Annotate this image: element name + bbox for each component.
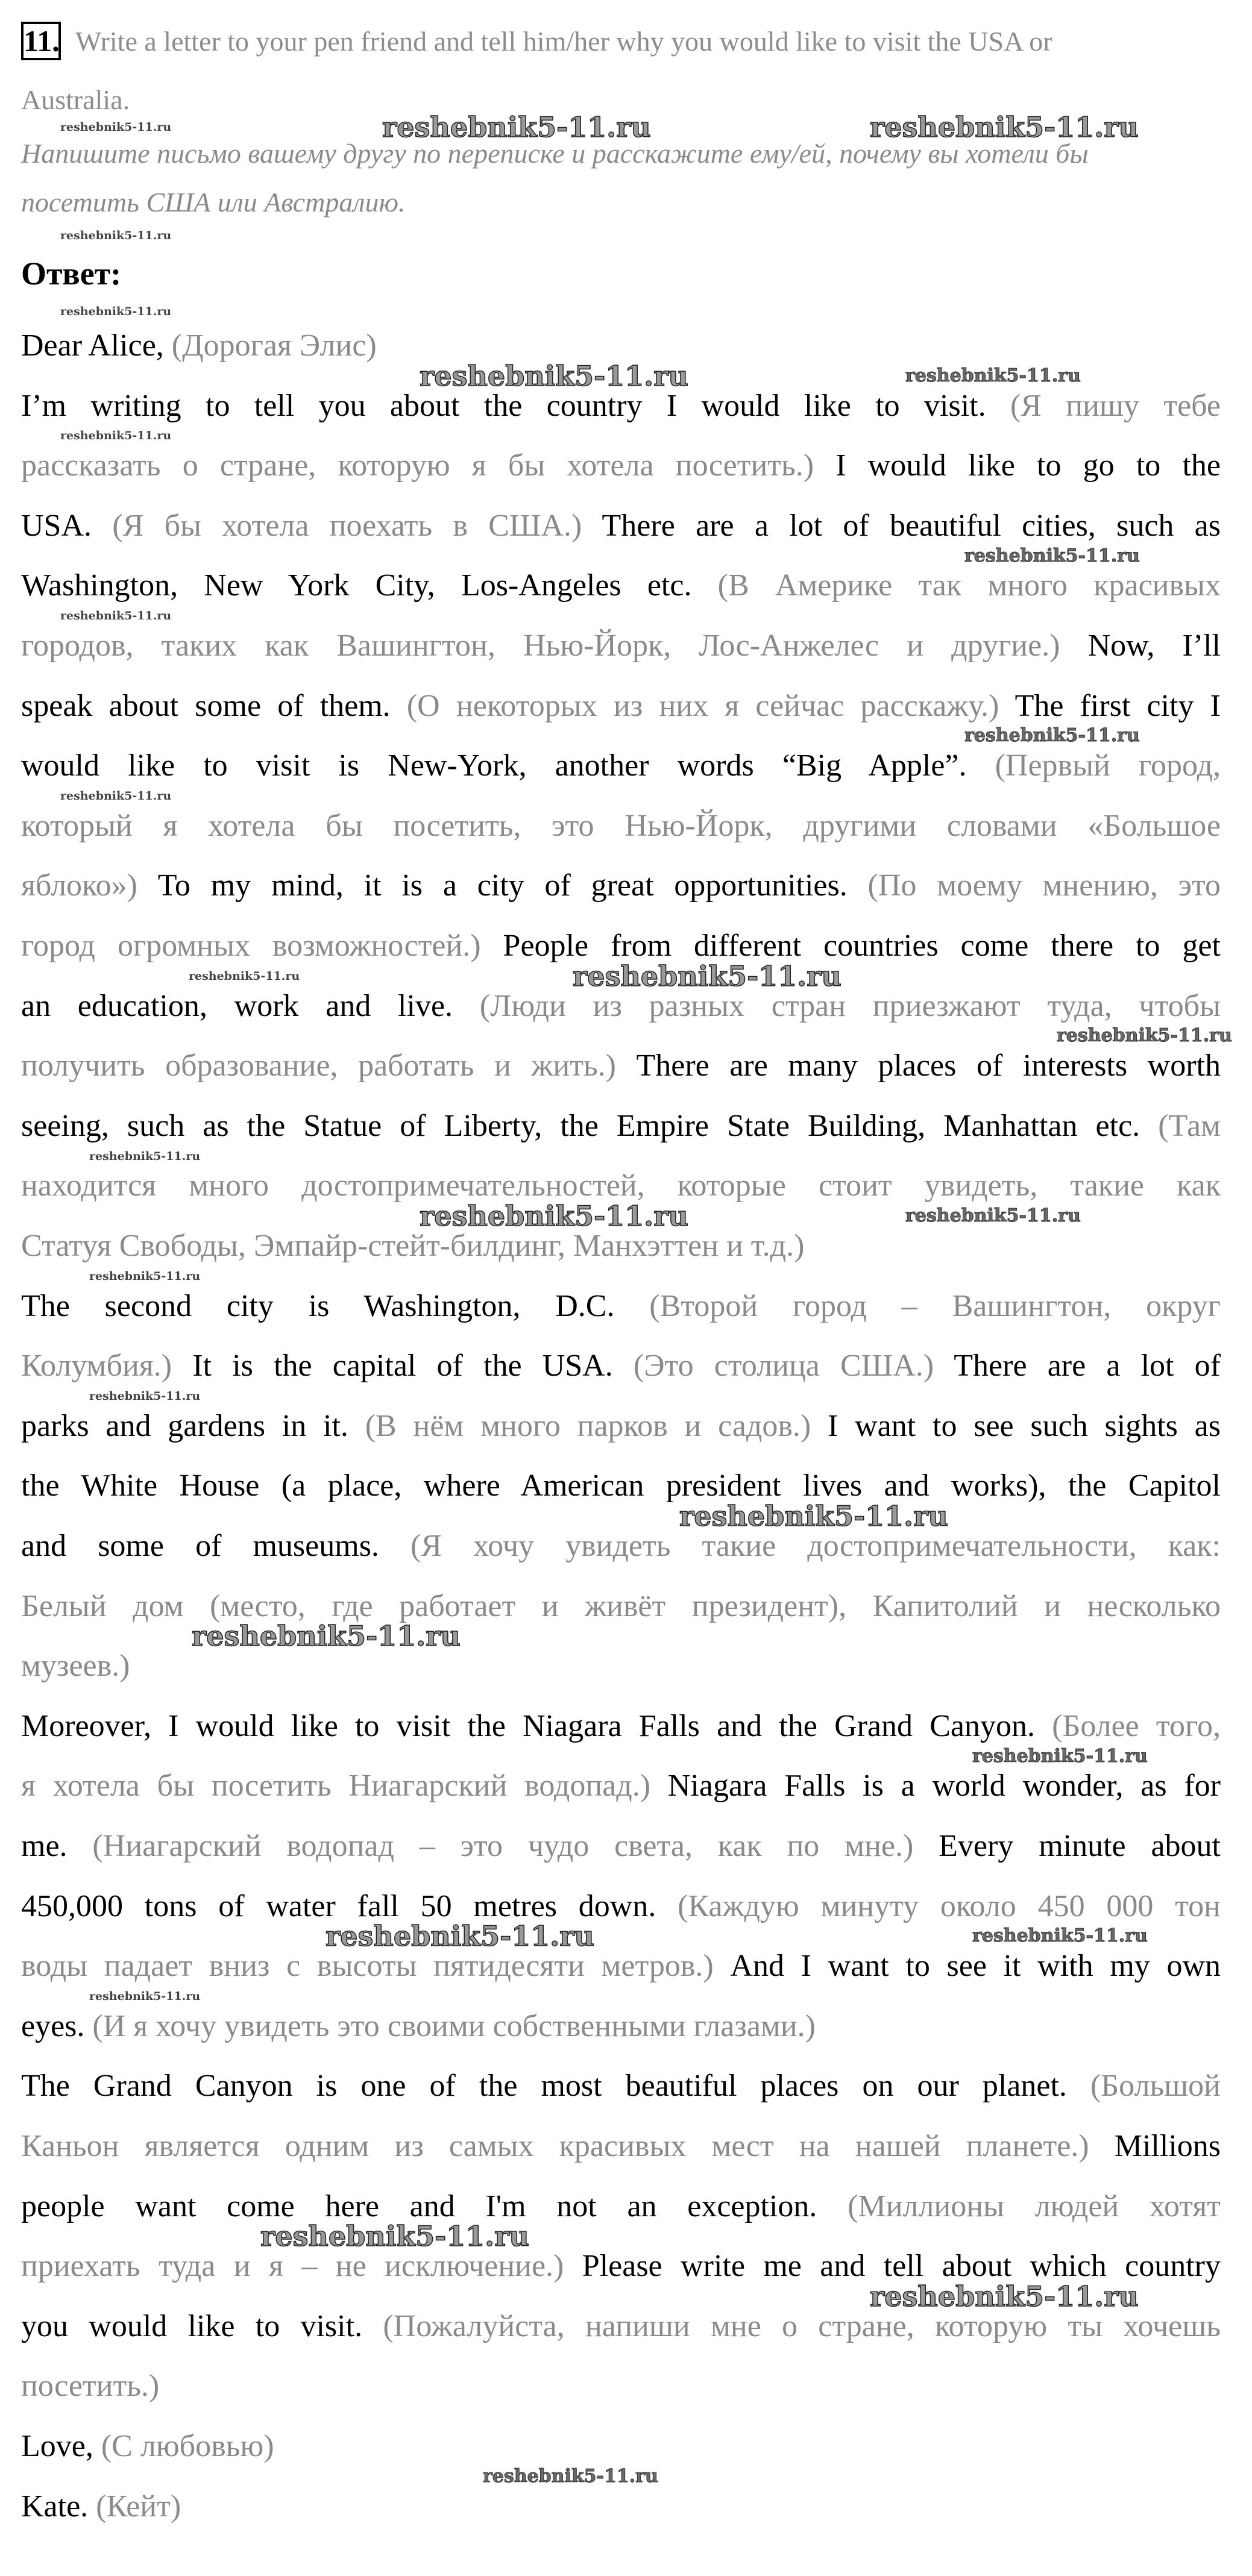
russian-translation: находится много достопримечательностей, которые стоит увидеть, такие как bbox=[21, 1168, 1221, 1203]
english-text: Dear Alice, bbox=[21, 328, 172, 363]
letter-line bbox=[21, 930, 1221, 962]
letter-line bbox=[21, 1888, 1221, 1923]
english-text: To my mind, it is a city of great opportunities. bbox=[157, 868, 868, 903]
english-text: the White House (a place, where American president lives and works), the Capitol bbox=[21, 1468, 1221, 1503]
english-text: speak about some of them. bbox=[21, 688, 407, 723]
russian-translation: (Первый город, bbox=[995, 748, 1221, 783]
letter-line bbox=[21, 2251, 1221, 2282]
task-prompt-ru-cont: посетить США или Австралию. bbox=[21, 187, 406, 218]
english-text: eyes. bbox=[21, 2008, 93, 2043]
english-text: and some of museums. bbox=[21, 1529, 411, 1563]
letter-line bbox=[21, 988, 1221, 1023]
russian-translation: яблоко») bbox=[21, 868, 158, 903]
watermark: reshebnik5-11.ru bbox=[189, 969, 300, 983]
russian-translation: Колумбия.) bbox=[21, 1349, 193, 1384]
russian-translation: (Дорогая Элис) bbox=[171, 328, 377, 363]
letter-line bbox=[21, 450, 1221, 481]
english-text: me. bbox=[21, 1829, 93, 1863]
letter-line bbox=[21, 390, 1221, 422]
english-text: I want to see such sights as bbox=[828, 1408, 1221, 1443]
english-text: 450,000 tons of water fall 50 metres down. bbox=[21, 1888, 678, 1923]
letter-line bbox=[21, 1170, 1221, 1202]
english-text: The Grand Canyon is one of the most beautiful places on our planet. bbox=[21, 2069, 1090, 2104]
watermark: reshebnik5-11.ru bbox=[89, 1990, 201, 2003]
watermark: reshebnik5-11.ru bbox=[382, 110, 651, 143]
watermark: reshebnik5-11.ru bbox=[679, 1500, 948, 1533]
russian-translation: (Там bbox=[1158, 1108, 1221, 1143]
english-text: There are a lot of bbox=[954, 1349, 1221, 1384]
russian-translation: (Миллионы людей хотят bbox=[848, 2189, 1221, 2223]
letter-line bbox=[21, 1650, 1221, 1682]
answer-label: Ответ: bbox=[21, 255, 122, 292]
watermark: reshebnik5-11.ru bbox=[89, 1269, 201, 1283]
letter-line bbox=[21, 1350, 1221, 1382]
english-text: Niagara Falls is a world wonder, as for bbox=[667, 1769, 1221, 1804]
letter-line bbox=[21, 1531, 1221, 1562]
watermark: reshebnik5-11.ru bbox=[60, 120, 172, 134]
watermark: reshebnik5-11.ru bbox=[483, 2465, 658, 2487]
russian-translation: Каньон является одним из самых красивых мест на нашей планете.) bbox=[21, 2129, 1115, 2163]
letter-line bbox=[21, 2491, 1221, 2522]
russian-translation: музеев.) bbox=[21, 1649, 130, 1684]
letter-line bbox=[21, 2371, 1221, 2402]
english-text: people want come here and I'm not an exception. bbox=[21, 2189, 848, 2223]
letter-line bbox=[21, 1470, 1221, 1502]
russian-translation: (В нём много парков и садов.) bbox=[365, 1408, 828, 1443]
letter-line bbox=[21, 2308, 1221, 2343]
english-text: There are many places of interests worth bbox=[636, 1048, 1221, 1083]
task-prompt-ru: Напишите письмо вашему другу по переписке и расскажите ему/ей, почему вы хотели бы bbox=[21, 138, 1089, 169]
task-prompt-en-cont: Australia. bbox=[21, 84, 130, 115]
watermark: reshebnik5-11.ru bbox=[60, 789, 172, 803]
letter-line bbox=[21, 1050, 1221, 1082]
russian-translation: (Я пишу тебе bbox=[1010, 388, 1221, 423]
english-text: Millions bbox=[1114, 2129, 1221, 2163]
letter-line bbox=[21, 1831, 1221, 1862]
russian-translation: (Люди из разных стран приезжают туда, чтобы bbox=[479, 988, 1221, 1023]
english-text: Washington, New York City, Los-Angeles etc. bbox=[21, 568, 718, 603]
letter-line bbox=[21, 2070, 1221, 2102]
russian-translation: приехать туда и я – не исключение.) bbox=[21, 2249, 582, 2284]
russian-translation: (Я хочу увидеть такие достопримечательности, как: bbox=[411, 1529, 1221, 1563]
russian-translation: (Каждую минуту около 450 000 тон bbox=[678, 1888, 1221, 1923]
letter-line bbox=[21, 2008, 1221, 2043]
watermark: reshebnik5-11.ru bbox=[972, 1925, 1148, 1947]
russian-translation: (О некоторых из них я сейчас расскажу.) bbox=[406, 688, 1015, 723]
watermark: reshebnik5-11.ru bbox=[964, 725, 1140, 747]
russian-translation: который я хотела бы посетить, это Нью-Йорк, другими словами «Большое bbox=[21, 808, 1221, 843]
russian-translation: (И я хочу увидеть это своими собственными глазами.) bbox=[92, 2008, 816, 2043]
watermark: reshebnik5-11.ru bbox=[420, 359, 688, 392]
letter-line bbox=[21, 1951, 1221, 1982]
watermark: reshebnik5-11.ru bbox=[192, 1620, 461, 1653]
english-text: I would like to go to the bbox=[835, 448, 1221, 483]
watermark: reshebnik5-11.ru bbox=[870, 110, 1139, 143]
russian-translation: (Пожалуйста, напиши мне о стране, которую ты хочешь bbox=[383, 2308, 1221, 2343]
english-text: People from different countries come there to get bbox=[503, 929, 1221, 963]
watermark: reshebnik5-11.ru bbox=[60, 229, 172, 242]
letter-line bbox=[21, 1230, 1221, 1262]
letter-line bbox=[21, 810, 1221, 842]
letter-line bbox=[21, 1288, 1221, 1323]
letter-line bbox=[21, 2191, 1221, 2222]
letter-line bbox=[21, 688, 1221, 723]
russian-translation: (Более того, bbox=[1052, 1708, 1221, 1743]
english-text: It is the capital of the USA. bbox=[192, 1349, 634, 1384]
english-text: The first city I bbox=[1014, 688, 1221, 723]
watermark: reshebnik5-11.ru bbox=[870, 2280, 1139, 2313]
task-prompt-en: Write a letter to your pen friend and tell him/her why you would like to visit the USA or bbox=[75, 26, 1052, 57]
russian-translation: город огромных возможностей.) bbox=[21, 929, 503, 963]
watermark: reshebnik5-11.ru bbox=[905, 1205, 1081, 1227]
russian-translation: (Это столица США.) bbox=[633, 1349, 954, 1384]
russian-translation: посетить.) bbox=[21, 2369, 160, 2404]
watermark: reshebnik5-11.ru bbox=[60, 609, 172, 623]
english-text: you would like to visit. bbox=[21, 2308, 383, 2343]
letter-line bbox=[21, 1770, 1221, 1802]
letter-line bbox=[21, 1408, 1221, 1443]
russian-translation: (С любовью) bbox=[101, 2429, 274, 2463]
english-text: Now, I’ll bbox=[1087, 628, 1221, 663]
task-number: 11. bbox=[21, 22, 61, 60]
english-text: Love, bbox=[21, 2429, 101, 2463]
russian-translation: (Ниагарский водопад – это чудо света, как по мне.) bbox=[92, 1829, 939, 1863]
english-text: would like to visit is New-York, another words “Big Apple”. bbox=[21, 748, 995, 783]
russian-translation: Белый дом (место, где работает и живёт президент), Капитолий и несколько bbox=[21, 1588, 1221, 1623]
watermark: reshebnik5-11.ru bbox=[89, 1390, 201, 1403]
english-text: The second city is Washington, D.C. bbox=[21, 1288, 650, 1323]
russian-translation: получить образование, работать и жить.) bbox=[21, 1048, 637, 1083]
english-text: There are a lot of beautiful cities, such as bbox=[602, 508, 1221, 543]
english-text: Kate. bbox=[21, 2489, 96, 2524]
russian-translation: (Я бы хотела поехать в США.) bbox=[112, 508, 602, 543]
letter-line bbox=[21, 870, 1221, 901]
watermark: reshebnik5-11.ru bbox=[326, 1920, 594, 1953]
russian-translation: (В Америке так много красивых bbox=[717, 568, 1221, 603]
russian-translation: Статуя Свободы, Эмпайр-стейт-билдинг, Манхэттен и т.д.) bbox=[21, 1229, 805, 1263]
russian-translation: рассказать о стране, которую я бы хотела посетить.) bbox=[21, 448, 836, 483]
russian-translation: (По моему мнению, это bbox=[867, 868, 1221, 903]
watermark: reshebnik5-11.ru bbox=[60, 429, 172, 443]
english-text: parks and gardens in it. bbox=[21, 1408, 365, 1443]
russian-translation: я хотела бы посетить Ниагарский водопад.) bbox=[21, 1769, 668, 1804]
russian-translation: городов, таких как Вашингтон, Нью-Йорк, Лос-Анжелес и другие.) bbox=[21, 628, 1088, 663]
watermark: reshebnik5-11.ru bbox=[905, 365, 1081, 386]
watermark: reshebnik5-11.ru bbox=[1057, 1025, 1232, 1047]
russian-translation: (Второй город – Вашингтон, округ bbox=[649, 1288, 1221, 1323]
english-text: USA. bbox=[21, 508, 113, 543]
russian-translation: воды падает вниз с высоты пятидесяти метров.) bbox=[21, 1949, 731, 1984]
english-text: Every minute about bbox=[939, 1829, 1221, 1863]
letter-line bbox=[21, 1708, 1221, 1743]
watermark: reshebnik5-11.ru bbox=[260, 2220, 529, 2253]
letter-line bbox=[21, 2431, 1221, 2462]
watermark: reshebnik5-11.ru bbox=[573, 959, 841, 992]
watermark: reshebnik5-11.ru bbox=[420, 1200, 688, 1233]
english-text: And I want to see it with my own bbox=[730, 1949, 1221, 1984]
english-text: I’m writing to tell you about the country I would like to visit. bbox=[21, 388, 1010, 423]
watermark: reshebnik5-11.ru bbox=[972, 1745, 1148, 1767]
watermark: reshebnik5-11.ru bbox=[964, 545, 1140, 566]
english-text: Moreover, I would like to visit the Niagara Falls and the Grand Canyon. bbox=[21, 1708, 1052, 1743]
letter-line bbox=[21, 2131, 1221, 2162]
russian-translation: (Кейт) bbox=[96, 2489, 181, 2524]
letter-line bbox=[21, 1588, 1221, 1623]
english-text: an education, work and live. bbox=[21, 988, 480, 1023]
watermark: reshebnik5-11.ru bbox=[60, 305, 172, 318]
russian-translation: (Большой bbox=[1090, 2069, 1221, 2104]
letter-line bbox=[21, 1108, 1221, 1143]
letter-line bbox=[21, 570, 1221, 601]
letter-line bbox=[21, 750, 1221, 782]
letter-line bbox=[21, 330, 1221, 362]
english-text: Please write me and tell about which country bbox=[582, 2249, 1221, 2284]
letter-line bbox=[21, 630, 1221, 662]
english-text: seeing, such as the Statue of Liberty, the Empire State Building, Manhattan etc. bbox=[21, 1108, 1159, 1143]
letter-line bbox=[21, 510, 1221, 542]
watermark: reshebnik5-11.ru bbox=[89, 1149, 201, 1163]
